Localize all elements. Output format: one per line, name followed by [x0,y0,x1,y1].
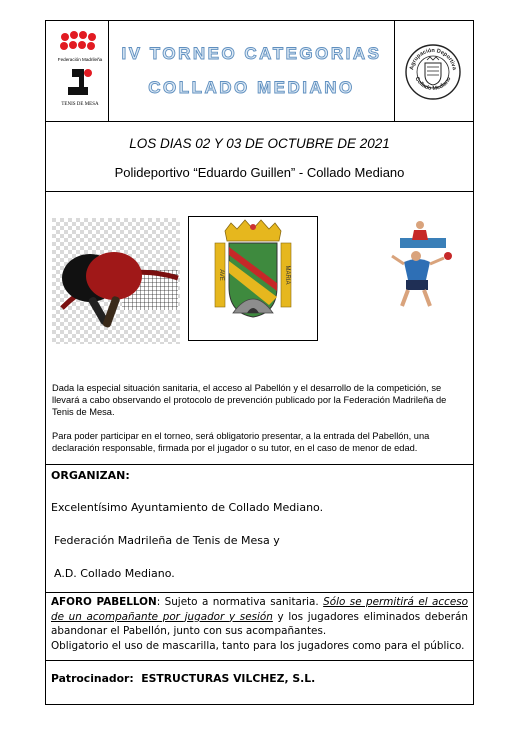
organizers-section [46,465,473,593]
federation-name: Federación Madrileña [57,57,103,62]
federation-logo-icon [54,29,106,111]
capacity-text-a: : Sujeto a normativa sanitaria. [156,596,324,608]
sponsor-label: Patrocinador: [51,672,134,685]
federation-sub: TENIS DE MESA [61,102,99,107]
svg-text:Collado Mediano [414,76,453,92]
seal-text-bottom: Collado Mediano [413,76,453,93]
capacity-text-b: y los jugadores eliminados deberán abandonar el Pabellón, junto con sus acompañantes. [51,610,468,637]
shield-image-box [188,216,318,341]
collado-mediano-shield-icon [189,217,317,340]
mask-requirement: Obligatorio el uso de mascarilla, tanto para los jugadores como para el público. [51,639,465,652]
sanitary-info [46,382,473,465]
flyer-frame [45,20,474,705]
sponsor-section [46,661,473,705]
dates-row [46,122,473,192]
capacity-label: AFORO PABELLON [51,596,157,608]
shield-right-banner: MARIA [284,265,290,285]
sanitary-info-p1: Dada la especial situación sanitaria, el acceso al Pabellón y el desarrollo de la competición, se llevará a cabo observando el protocolo de prevención publicado por la Federación Madrileña de Tenis de Mesa. [52,383,447,417]
table-tennis-players-icon [364,220,454,310]
organizer-item: Excelentísimo Ayuntamiento de Collado Mediano. [51,501,324,514]
capacity-section [46,593,473,661]
seal-text-top: Agrupación Deportiva [409,47,457,71]
event-dates: LOS DIAS 02 Y 03 DE OCTUBRE DE 2021 [129,136,390,151]
capacity-paragraph [51,595,468,639]
sanitary-info-p2: Para poder participar en el torneo, será obligatorio presentar, a la entrada del Pabellón, una declaración responsable, firmada por el jugador o su tutor, en el caso de menor de edad. [52,431,430,453]
sponsor-name: ESTRUCTURAS VILCHEZ, S.L. [141,672,316,685]
organizer-item: Federación Madrileña de Tenis de Mesa y [54,534,280,547]
capacity-companion-rule: Sólo se permitirá el acceso de un acompañante por jugador y sesión [51,596,469,623]
header-title-box [108,21,395,121]
organizer-item: A.D. Collado Mediano. [54,567,175,580]
title-line-2: COLLADO MEDIANO [148,78,355,97]
title-line-1: IV TORNEO CATEGORIAS [121,44,382,63]
club-seal-icon [405,39,461,105]
ping-pong-rackets-icon [52,218,180,344]
organizers-heading: ORGANIZAN: [51,469,130,482]
shield-left-banner: AVE [218,269,224,281]
header-row [46,21,473,122]
event-venue: Polideportivo “Eduardo Guillen” - Collado Mediano [114,165,405,180]
images-row [46,192,473,382]
